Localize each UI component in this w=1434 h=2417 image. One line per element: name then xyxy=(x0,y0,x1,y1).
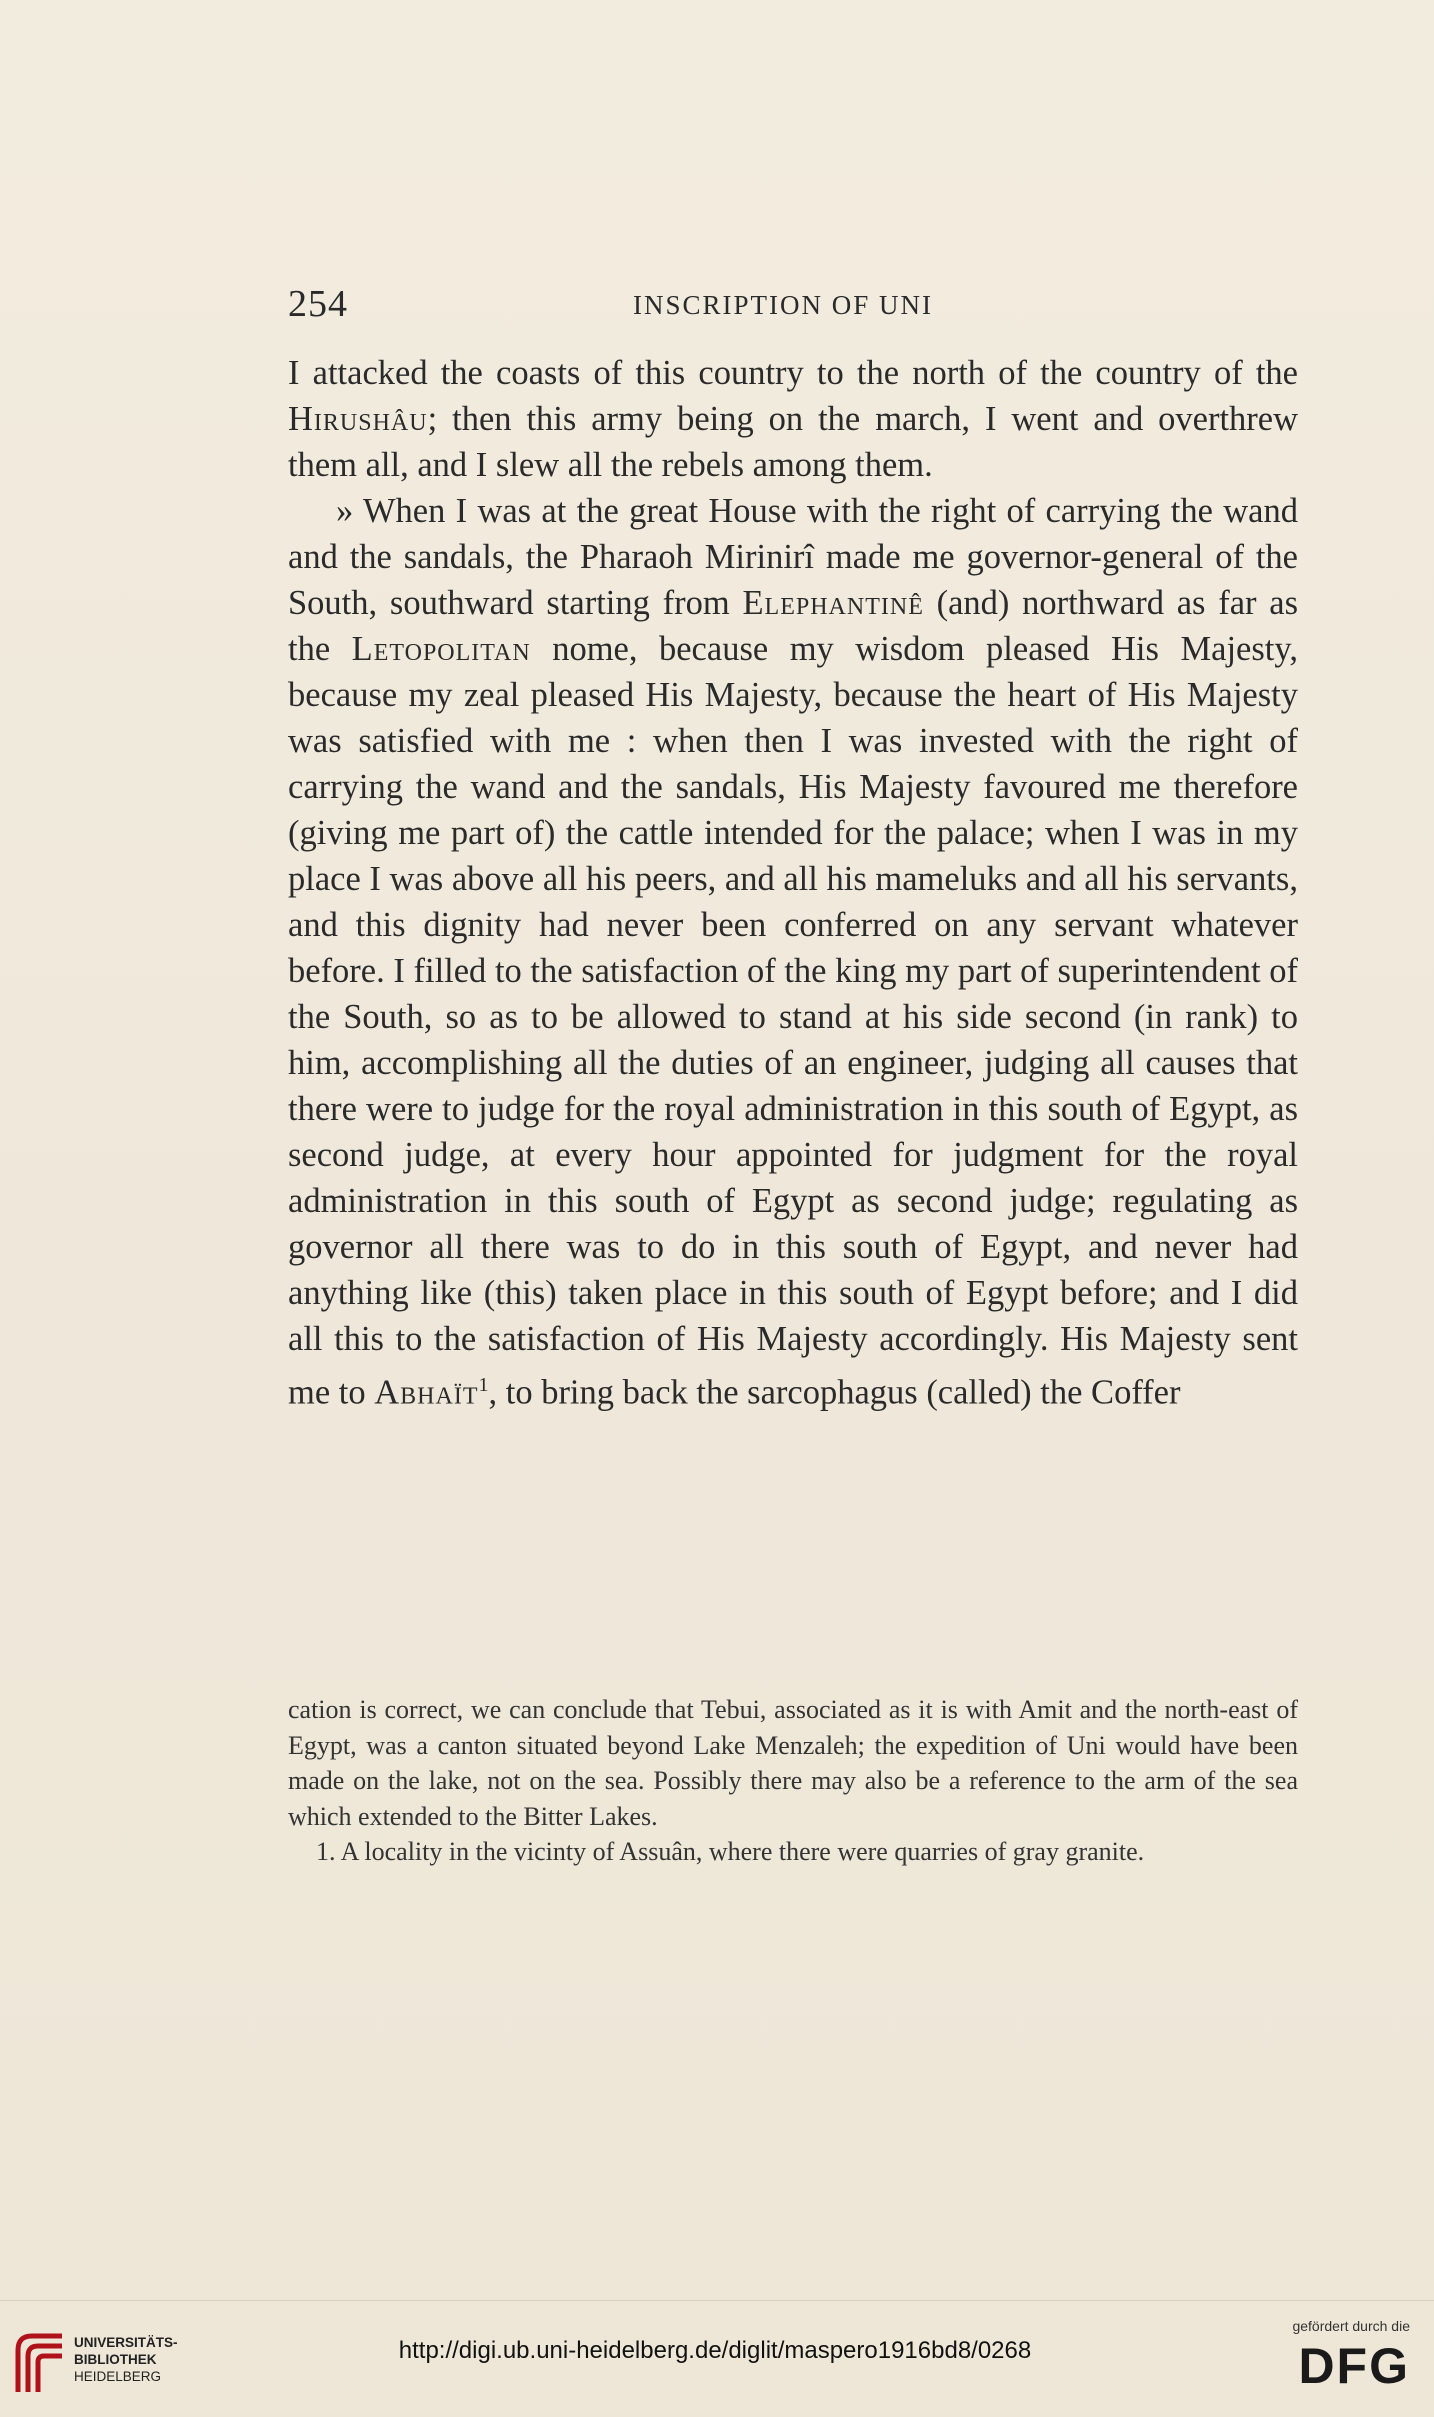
funding-credit xyxy=(1220,2318,1410,2394)
page-header xyxy=(288,282,1298,332)
paragraph-1-text-b: ; then this army being on the march, I went and overthrew them all, and I slew all the rebels among them. xyxy=(288,400,1298,484)
footnote-1: 1. A locality in the vicinty of Assuân, where there were quarries of gray granite. xyxy=(316,1837,1145,1866)
library-name-line-1: UNIVERSITÄTS- xyxy=(74,2335,178,2350)
university-library-logo[interactable] xyxy=(12,2330,202,2400)
paragraph-1 xyxy=(288,350,1298,488)
digitization-footer xyxy=(0,2300,1434,2417)
library-emblem-icon xyxy=(12,2330,68,2396)
library-name-line-2: BIBLIOTHEK xyxy=(74,2352,157,2367)
place-name-hirushau: Hirushâu xyxy=(288,400,428,438)
footnote-reference-1: 1 xyxy=(478,1374,489,1396)
library-name xyxy=(74,2334,178,2385)
paragraph-2-text-c: nome, because my wisdom pleased His Majesty, because my zeal pleased His Majesty, because the heart of His Majesty was satisfied with me : when then I was invested with the right of carrying the wand and the sandals, His Majesty favoured me therefore (giving me part of) the cattle intended for the palace; when I was in my place I was above all his peers, and all his mameluks and all his servants, and this dignity had never been conferred on any servant whatever before. I filled to the satisfaction of the king my part of superintendent of the South, so as to be allowed to stand at his side second (in rank) to him, accomplishing all the duties of an engineer, judging all causes that there were to judge for the royal administration in this south of Egypt, as second judge, at every hour appointed for judgment for the royal administration in this south of Egypt as second judge; regulating as governor all there was to do in this south of Egypt, and never had anything like (this) taken place in this south of Egypt before; and I did all this to the satisfaction of His Majesty accordingly. His Majesty sent me to xyxy=(288,630,1298,1412)
footer-divider xyxy=(0,2300,1434,2301)
paragraph-2 xyxy=(288,488,1298,1416)
place-name-letopolitan: Letopolitan xyxy=(351,630,531,668)
library-name-line-3: HEIDELBERG xyxy=(74,2369,162,2384)
paragraph-2-text-b: (and) northward as far as the xyxy=(288,584,1299,668)
place-name-elephantine: Elephantinê xyxy=(742,584,924,622)
footnote-continuation: cation is correct, we can conclude that Tebui, associated as it is with Amit and the north-east of Egypt, was a canton situated beyond Lake Menzaleh; the expedition of Uni would have been made on the lake, not on the sea. Possibly there may also be a reference to the arm of the sea which extended to the Bitter Lakes. xyxy=(288,1695,1298,1831)
funding-note: gefördert durch die xyxy=(1292,2318,1410,2334)
running-head: INSCRIPTION OF UNI xyxy=(633,290,934,320)
dfg-logo: DFG xyxy=(1298,2338,1410,2394)
place-name-abhait: Abhaït xyxy=(374,1373,479,1412)
page-number: 254 xyxy=(288,283,348,325)
paragraph-2-text-d: , to bring back the sarcophagus (called) the Coffer xyxy=(488,1373,1181,1412)
paragraph-2-text-a: » When I was at the great House with the right of carrying the wand and the sandals, the Pharaoh Mirinirî made me governor-general of the South, southward starting from xyxy=(288,492,1298,622)
permalink-url[interactable]: http://digi.ub.uni-heidelberg.de/diglit/maspero1916bd8/0268 xyxy=(398,2337,1032,2364)
main-text xyxy=(288,350,1298,1416)
footnotes xyxy=(288,1692,1298,1870)
paragraph-1-text-a: I attacked the coasts of this country to the north of the country of the xyxy=(288,354,1298,392)
